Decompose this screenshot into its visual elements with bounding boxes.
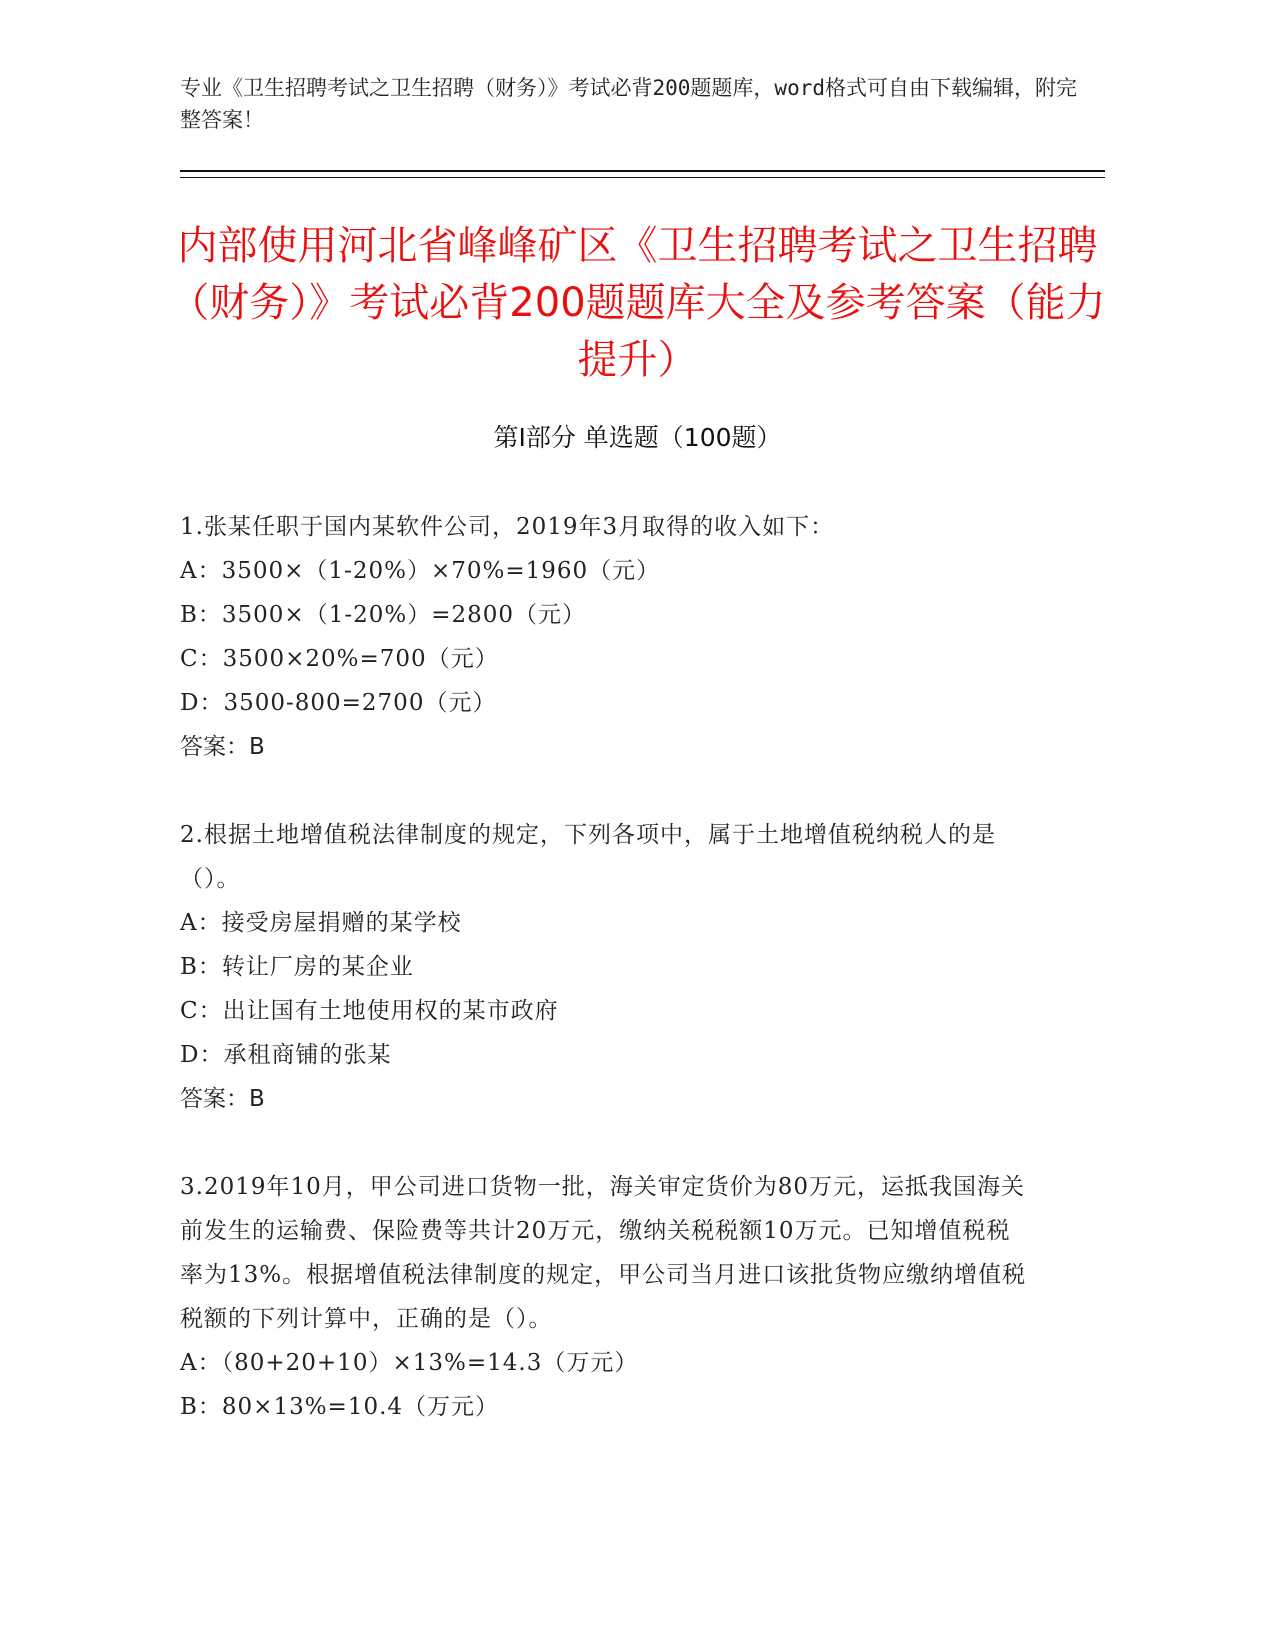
option-a: A：接受房屋捐赠的某学校 bbox=[180, 910, 462, 936]
option-b: B：3500×（1-20%）=2800（元） bbox=[180, 602, 587, 628]
question-stem: 1.张某任职于国内某软件公司，2019年3月取得的收入如下： bbox=[180, 514, 835, 540]
answer-line: 答案：B bbox=[180, 1086, 265, 1112]
question-stem: 3.2019年10月，甲公司进口货物一批，海关审定货价为80万元，运抵我国海关前发生的运输费、保险费等共计20万元，缴纳关税税额10万元。已知增值税税率为13%。根据增值税法律制度的规定，甲公司当月进口该批货物应缴纳增值税税额的下列计算中，正确的是（）。 bbox=[180, 1174, 1027, 1332]
question-3 bbox=[180, 1165, 1030, 1429]
question-stem: 2.根据土地增值税法律制度的规定，下列各项中，属于土地增值税纳税人的是（）。 bbox=[180, 822, 996, 892]
option-b: B：转让厂房的某企业 bbox=[180, 954, 414, 980]
question-2 bbox=[180, 813, 1030, 1121]
option-c: C：出让国有土地使用权的某市政府 bbox=[180, 998, 559, 1024]
option-a: A：（80+20+10）×13%=14.3（万元） bbox=[180, 1350, 639, 1376]
header-divider-thick bbox=[180, 170, 1105, 172]
header-divider-thin bbox=[180, 177, 1105, 178]
option-d: D：承租商铺的张某 bbox=[180, 1042, 392, 1068]
question-list bbox=[180, 505, 1030, 1473]
section-heading: 第I部分 单选题（100题） bbox=[493, 423, 782, 452]
option-a: A：3500×（1-20%）×70%=1960（元） bbox=[180, 558, 661, 584]
document-title: 内部使用河北省峰峰矿区《卫生招聘考试之卫生招聘（财务）》考试必背200题题库大全及参考答案（能力提升） bbox=[169, 223, 1106, 383]
question-1 bbox=[180, 505, 1030, 769]
option-d: D：3500-800=2700（元） bbox=[180, 690, 497, 716]
option-b: B：80×13%=10.4（万元） bbox=[180, 1394, 500, 1420]
header-note: 专业《卫生招聘考试之卫生招聘（财务）》考试必背200题题库，word格式可自由下载编辑，附完整答案！ bbox=[180, 76, 1077, 132]
option-c: C：3500×20%=700（元） bbox=[180, 646, 499, 672]
answer-line: 答案：B bbox=[180, 734, 265, 760]
